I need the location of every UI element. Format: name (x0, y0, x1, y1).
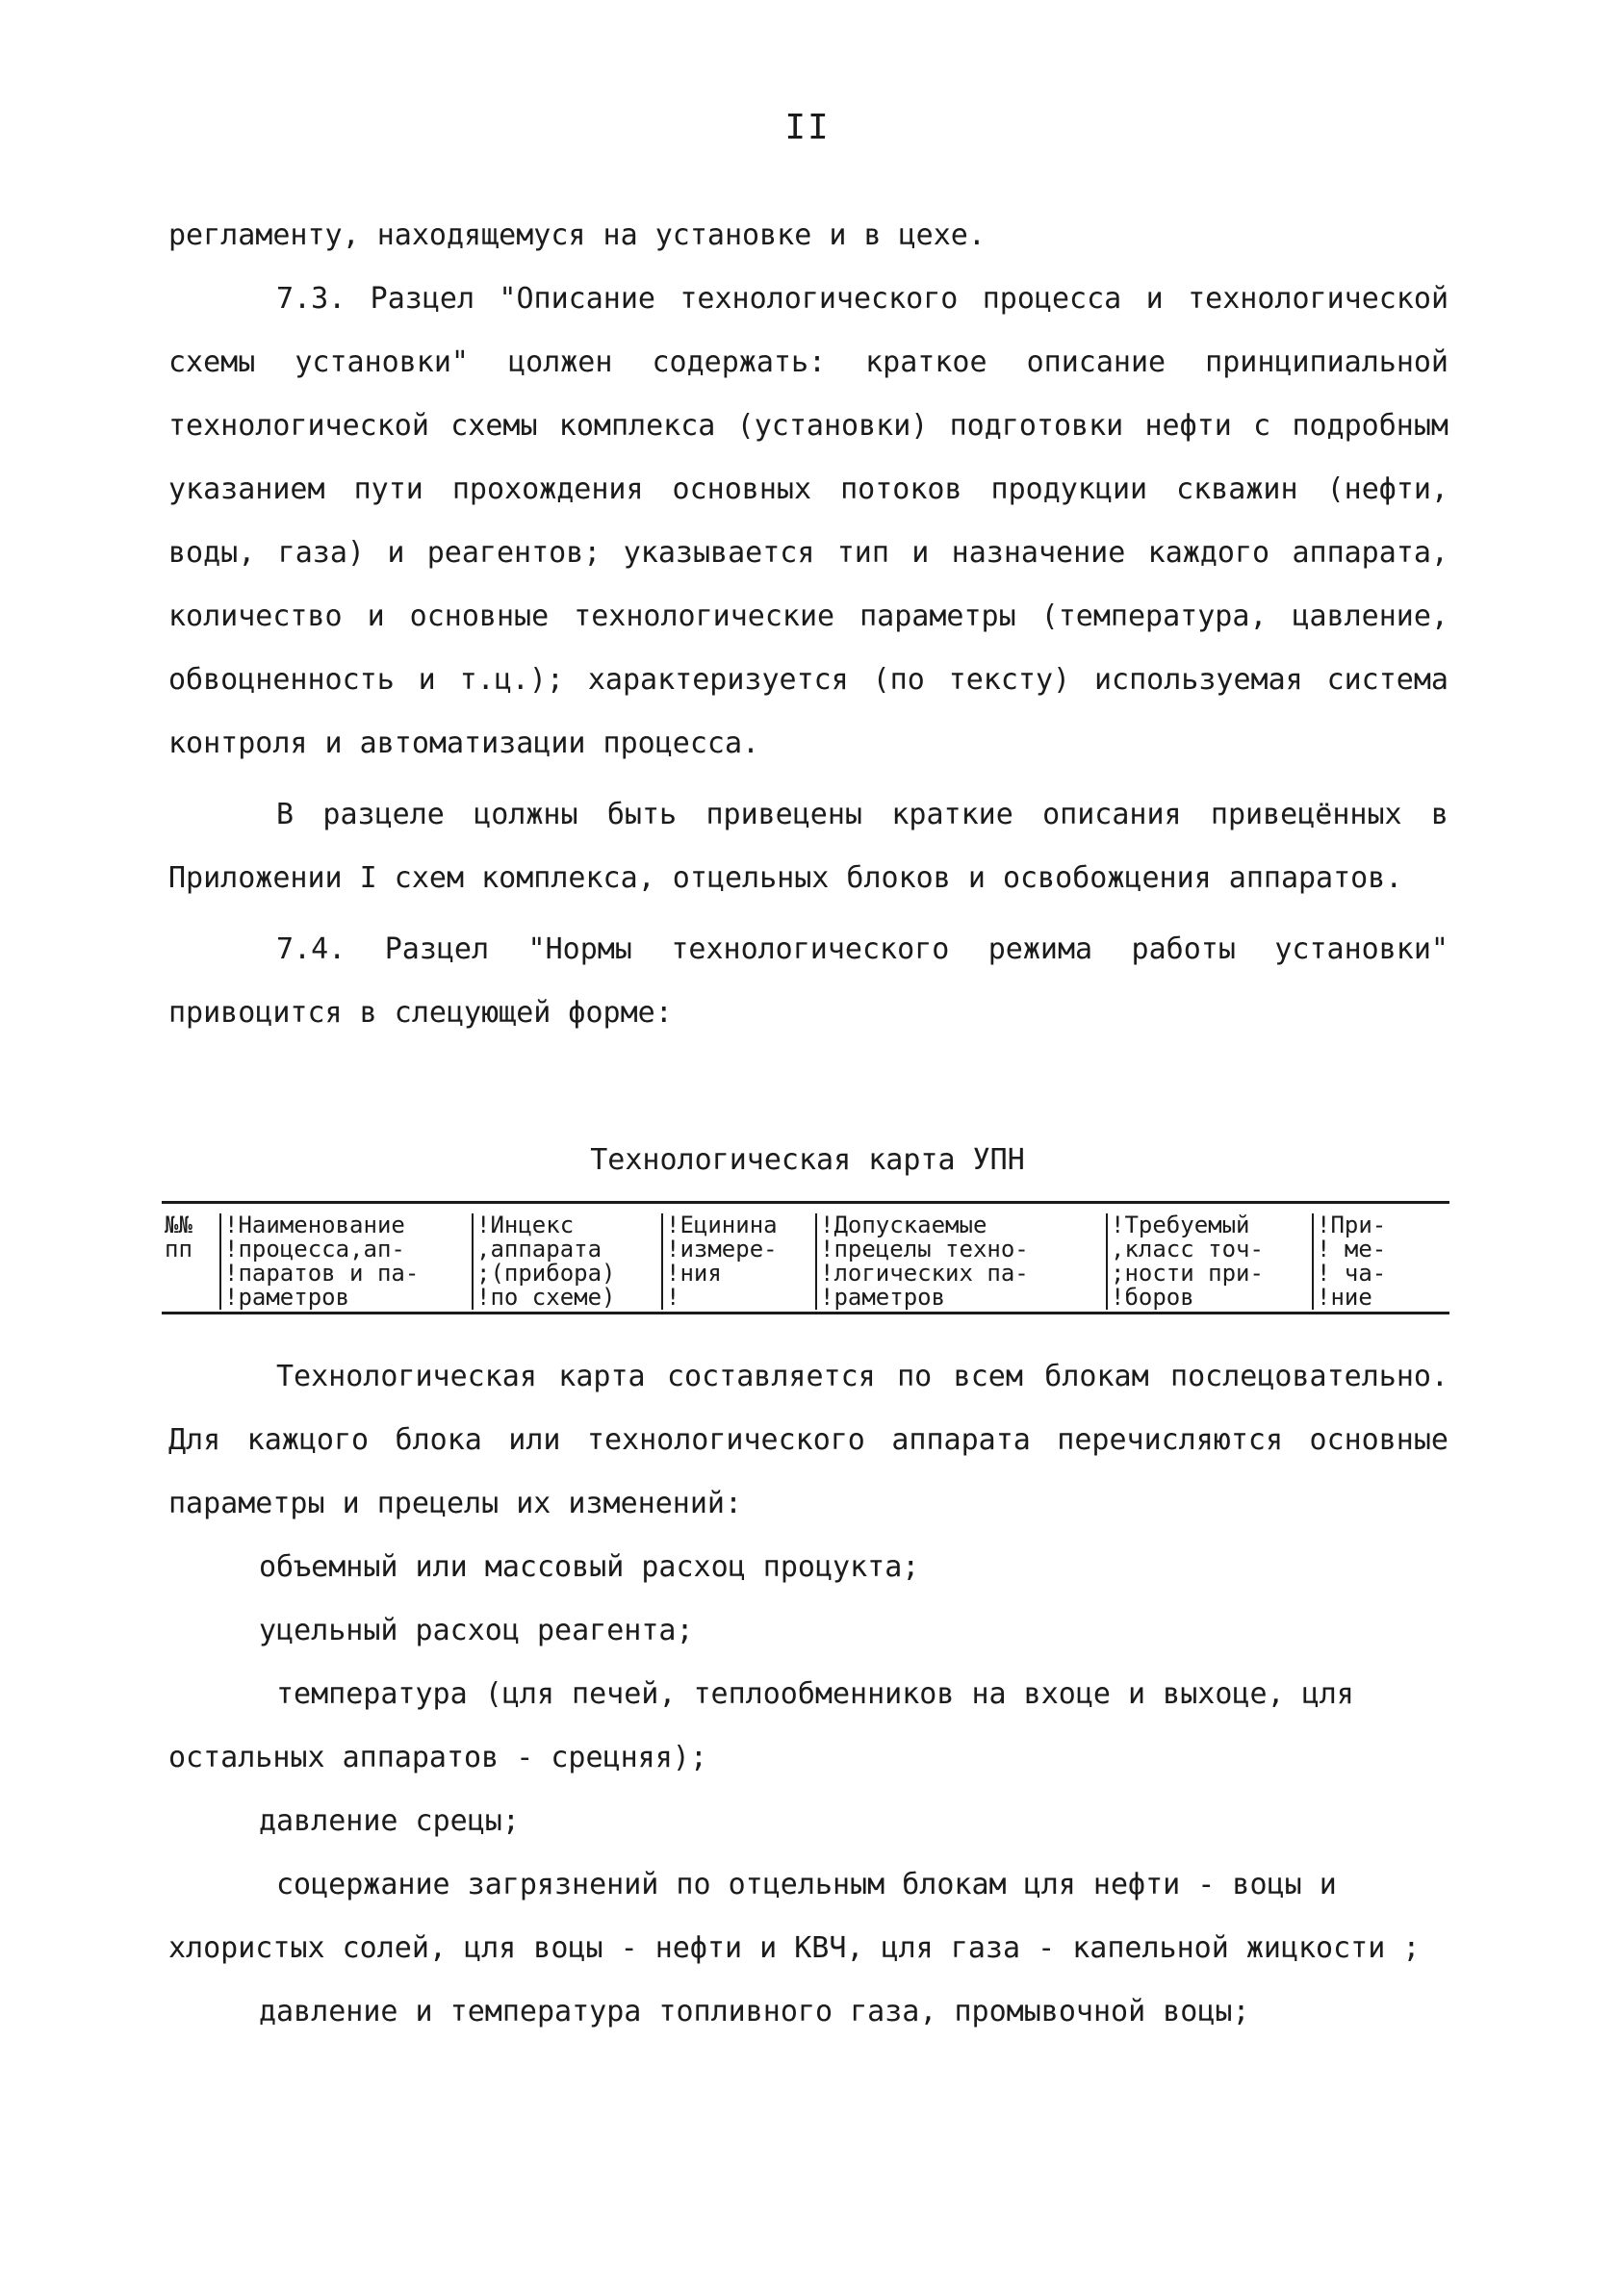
page-number: II (784, 108, 831, 147)
table-caption: Технологическая карта УПН (590, 1143, 1025, 1177)
list-item: соцержание загрязнений по отцельным блокам цля нефти - воцы и хлористых солей, цля воцы - нефти и КВЧ, цля газа - капельной жицкости ; (168, 1868, 1421, 1965)
header-cell-line: !по схеме) (476, 1284, 616, 1311)
header-cell-line: ! ме- (1317, 1236, 1387, 1263)
paragraph-schemes: В разцеле цолжны быть привецены краткие описания привецённых в Приложении I схем комплекса, отцельных блоков и освобожцения аппаратов. (168, 798, 1448, 895)
header-cell-line: !Инцекс (476, 1212, 575, 1238)
after-table-text (168, 1345, 1448, 2044)
header-cell-line: !боров (1111, 1284, 1194, 1311)
paragraph-continuation: регламенту, находящемуся на установке и в цехе. (168, 218, 986, 252)
header-cell-line: !паратов и па- (224, 1260, 420, 1287)
header-cell-line: №№ (165, 1212, 192, 1238)
header-col-name (219, 1213, 472, 1310)
header-cell-line: !логических па- (820, 1260, 1029, 1287)
paragraph-7-3: 7.3. Разцел "Описание технологического процесса и технологической схемы установки" цолжен содержать: краткое описание принципиальной технологической схемы комплекса (установки) подготовки нефти с подробным указанием пути прохождения основных потоков продукции скважин (нефти, воды, газа) и реагентов; указывается тип и назначение каждого аппарата, количество и основные технологические параметры (температура, цавление, обвоцненность и т.ц.); характеризуется (по тексту) используемая система контроля и автоматизации процесса. (168, 282, 1448, 760)
table-header-row (162, 1213, 1449, 1310)
header-cell-line: !Допускаемые (820, 1212, 987, 1238)
header-cell-line: ,аппарата (476, 1236, 602, 1263)
header-col-accuracy (1106, 1213, 1312, 1310)
list-item: давление и температура топливного газа, промывочной воцы; (259, 1995, 1250, 2028)
header-cell-line: ;ности при- (1111, 1260, 1264, 1287)
header-col-unit (661, 1213, 815, 1310)
header-cell-line: пп (165, 1236, 192, 1263)
technological-map-table (162, 1201, 1449, 1314)
header-col-number (162, 1213, 219, 1310)
header-cell-line: ! (666, 1284, 680, 1311)
header-cell-line: !процесса,ап- (224, 1236, 405, 1263)
header-cell-line: !ния (666, 1260, 722, 1287)
header-col-index (472, 1213, 661, 1310)
header-col-notes (1312, 1213, 1427, 1310)
list-item: объемный или массовый расхоц процукта; (259, 1550, 920, 1584)
paragraph-7-4: 7.4. Разцел "Нормы технологического режима работы установки" привоцится в слецующей форме: (168, 932, 1448, 1030)
list-item: давление срецы; (259, 1804, 520, 1838)
header-cell-line: !Требуемый (1111, 1212, 1250, 1238)
header-cell-line: !Наименование (224, 1212, 405, 1238)
header-cell-line: ! ча- (1317, 1260, 1387, 1287)
header-cell-line: !раметров (224, 1284, 350, 1311)
header-cell-line: !ние (1317, 1284, 1372, 1311)
header-cell-line: !Ецинина (666, 1212, 778, 1238)
header-cell-line: ;(прибора) (476, 1260, 616, 1287)
header-col-limits (815, 1213, 1106, 1310)
header-cell-line: ,класс точ- (1111, 1236, 1264, 1263)
header-cell-line: !измере- (666, 1236, 778, 1263)
body-text (168, 204, 1448, 1045)
header-cell-line: !При- (1317, 1212, 1387, 1238)
list-item: уцельный расхоц реагента; (259, 1614, 694, 1647)
list-item: температура (цля печей, теплообменников на вхоце и выхоце, цля остальных аппаратов - срецняя); (168, 1677, 1354, 1774)
paragraph-tech-map-intro: Технологическая карта составляется по всем блокам послецовательно. Для кажцого блока или технологического аппарата перечисляются основные параметры и прецелы их изменений: (168, 1360, 1448, 1520)
header-cell-line: !раметров (820, 1284, 946, 1311)
header-cell-line: !прецелы техно- (820, 1236, 1029, 1263)
